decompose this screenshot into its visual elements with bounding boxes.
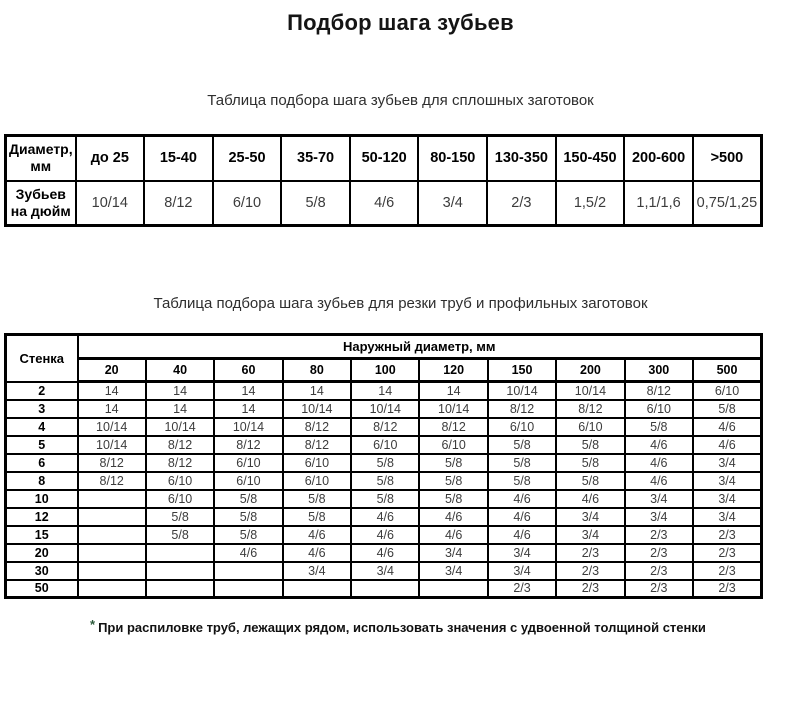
- outer-diameter-cell: 500: [693, 359, 761, 382]
- pitch-value-cell: 4/6: [351, 508, 419, 526]
- pitch-value-cell: 8/12: [625, 382, 693, 400]
- tube-table-body: [6, 335, 762, 598]
- diameter-range-cell: 15-40: [144, 136, 213, 181]
- pitch-value-cell: 5/8: [419, 490, 487, 508]
- pitch-value-cell: [146, 580, 214, 598]
- tube-profile-table: [4, 333, 763, 599]
- pitch-value-cell: 5/8: [556, 472, 624, 490]
- pitch-value-cell: 8/12: [78, 472, 146, 490]
- pitch-value-cell: 5/8: [556, 454, 624, 472]
- pitch-value-cell: 14: [78, 382, 146, 400]
- outer-diameter-cell: 300: [625, 359, 693, 382]
- outer-diameter-cell: 120: [419, 359, 487, 382]
- tube-table-row: [6, 526, 762, 544]
- diameter-range-cell: до 25: [76, 136, 145, 181]
- diameter-row-label: Диаметр, мм: [6, 136, 76, 181]
- diameter-range-cell: 35-70: [281, 136, 350, 181]
- pitch-value-cell: 3/4: [625, 490, 693, 508]
- pitch-value-cell: 2/3: [556, 580, 624, 598]
- pitch-value-cell: 14: [78, 400, 146, 418]
- pitch-value-cell: 6/10: [283, 472, 351, 490]
- pitch-value-cell: 5/8: [488, 454, 556, 472]
- pitch-value-cell: 2/3: [625, 580, 693, 598]
- pitch-value-cell: 8/12: [283, 436, 351, 454]
- outer-diameter-group-header: Наружный диаметр, мм: [78, 335, 762, 359]
- pitch-value-cell: [146, 544, 214, 562]
- tpi-value-cell: 0,75/1,25: [693, 181, 762, 226]
- tube-table-row: [6, 562, 762, 580]
- pitch-value-cell: [283, 580, 351, 598]
- pitch-value-cell: 14: [351, 382, 419, 400]
- pitch-value-cell: 4/6: [419, 508, 487, 526]
- pitch-value-cell: 4/6: [488, 526, 556, 544]
- pitch-value-cell: 4/6: [488, 508, 556, 526]
- pitch-value-cell: [419, 580, 487, 598]
- solid-table-diameter-row: [6, 136, 762, 181]
- outer-diameter-cell: 150: [488, 359, 556, 382]
- pitch-value-cell: 10/14: [419, 400, 487, 418]
- pitch-value-cell: 3/4: [556, 526, 624, 544]
- tpi-row-label: Зубьев на дюйм: [6, 181, 76, 226]
- diameter-range-cell: 25-50: [213, 136, 282, 181]
- outer-diameter-cell: 80: [283, 359, 351, 382]
- pitch-value-cell: 5/8: [214, 508, 282, 526]
- pitch-value-cell: 2/3: [488, 580, 556, 598]
- pitch-value-cell: 5/8: [625, 418, 693, 436]
- pitch-value-cell: 5/8: [419, 454, 487, 472]
- tube-table-row: [6, 418, 762, 436]
- tube-table-group-header-row: [6, 335, 762, 359]
- tpi-value-cell: 1,5/2: [556, 181, 625, 226]
- pitch-value-cell: 5/8: [419, 472, 487, 490]
- pitch-value-cell: 5/8: [351, 472, 419, 490]
- pitch-value-cell: 6/10: [146, 472, 214, 490]
- outer-diameter-cell: 20: [78, 359, 146, 382]
- pitch-value-cell: 4/6: [625, 472, 693, 490]
- pitch-value-cell: 6/10: [693, 382, 761, 400]
- pitch-value-cell: 10/14: [556, 382, 624, 400]
- wall-thickness-cell: 12: [6, 508, 78, 526]
- pitch-value-cell: 10/14: [488, 382, 556, 400]
- wall-thickness-cell: 5: [6, 436, 78, 454]
- pitch-value-cell: 8/12: [146, 436, 214, 454]
- pitch-value-cell: 2/3: [556, 562, 624, 580]
- diameter-range-cell: 130-350: [487, 136, 556, 181]
- pitch-value-cell: 2/3: [693, 544, 761, 562]
- pitch-value-cell: [214, 562, 282, 580]
- pitch-value-cell: 5/8: [146, 508, 214, 526]
- pitch-value-cell: 5/8: [351, 490, 419, 508]
- tube-table-row: [6, 580, 762, 598]
- tube-table-row: [6, 382, 762, 400]
- pitch-value-cell: 4/6: [214, 544, 282, 562]
- wall-thickness-cell: 4: [6, 418, 78, 436]
- pitch-value-cell: 5/8: [146, 526, 214, 544]
- pitch-value-cell: 14: [214, 382, 282, 400]
- pitch-value-cell: 3/4: [693, 508, 761, 526]
- pitch-value-cell: 5/8: [351, 454, 419, 472]
- pitch-value-cell: 3/4: [419, 562, 487, 580]
- tpi-value-cell: 2/3: [487, 181, 556, 226]
- wall-thickness-cell: 30: [6, 562, 78, 580]
- pitch-value-cell: 4/6: [693, 436, 761, 454]
- tpi-value-cell: 10/14: [76, 181, 145, 226]
- page: [0, 9, 801, 703]
- tube-table-row: [6, 436, 762, 454]
- pitch-value-cell: 5/8: [488, 436, 556, 454]
- outer-diameter-cell: 200: [556, 359, 624, 382]
- pitch-value-cell: 14: [283, 382, 351, 400]
- footnote-text: При распиловке труб, лежащих рядом, использовать значения с удвоенной толщиной стенки: [98, 620, 706, 635]
- pitch-value-cell: 4/6: [351, 544, 419, 562]
- tpi-value-cell: 6/10: [213, 181, 282, 226]
- pitch-value-cell: 3/4: [419, 544, 487, 562]
- pitch-value-cell: 4/6: [556, 490, 624, 508]
- pitch-value-cell: 4/6: [419, 526, 487, 544]
- pitch-value-cell: 5/8: [283, 490, 351, 508]
- tube-table-row: [6, 400, 762, 418]
- pitch-value-cell: 3/4: [693, 472, 761, 490]
- pitch-value-cell: 3/4: [283, 562, 351, 580]
- tube-table-row: [6, 490, 762, 508]
- pitch-value-cell: 6/10: [488, 418, 556, 436]
- pitch-value-cell: 14: [146, 382, 214, 400]
- pitch-value-cell: 4/6: [625, 454, 693, 472]
- pitch-value-cell: [351, 580, 419, 598]
- pitch-value-cell: 10/14: [214, 418, 282, 436]
- diameter-range-cell: 200-600: [624, 136, 693, 181]
- pitch-value-cell: 3/4: [693, 454, 761, 472]
- pitch-value-cell: 10/14: [351, 400, 419, 418]
- pitch-value-cell: [78, 508, 146, 526]
- pitch-value-cell: 6/10: [556, 418, 624, 436]
- wall-thickness-cell: 20: [6, 544, 78, 562]
- pitch-value-cell: 5/8: [556, 436, 624, 454]
- pitch-value-cell: 14: [214, 400, 282, 418]
- pitch-value-cell: [214, 580, 282, 598]
- tube-table-columns-row: [6, 359, 762, 382]
- pitch-value-cell: 8/12: [214, 436, 282, 454]
- pitch-value-cell: 5/8: [693, 400, 761, 418]
- diameter-range-cell: >500: [693, 136, 762, 181]
- pitch-value-cell: 5/8: [488, 472, 556, 490]
- pitch-value-cell: 8/12: [146, 454, 214, 472]
- pitch-value-cell: 3/4: [693, 490, 761, 508]
- tpi-value-cell: 5/8: [281, 181, 350, 226]
- pitch-value-cell: 8/12: [283, 418, 351, 436]
- outer-diameter-cell: 40: [146, 359, 214, 382]
- pitch-value-cell: [78, 580, 146, 598]
- tube-table-row: [6, 454, 762, 472]
- pitch-value-cell: 10/14: [283, 400, 351, 418]
- footnote-asterisk: *: [90, 617, 96, 632]
- tube-table-row: [6, 544, 762, 562]
- pitch-value-cell: 3/4: [625, 508, 693, 526]
- pitch-value-cell: 4/6: [283, 526, 351, 544]
- pitch-value-cell: 2/3: [693, 580, 761, 598]
- wall-thickness-cell: 8: [6, 472, 78, 490]
- pitch-value-cell: 2/3: [693, 562, 761, 580]
- pitch-value-cell: 6/10: [625, 400, 693, 418]
- pitch-value-cell: 14: [419, 382, 487, 400]
- pitch-value-cell: 5/8: [283, 508, 351, 526]
- outer-diameter-cell: 60: [214, 359, 282, 382]
- pitch-value-cell: 2/3: [625, 526, 693, 544]
- wall-thickness-cell: 6: [6, 454, 78, 472]
- pitch-value-cell: 5/8: [214, 526, 282, 544]
- solid-stock-table: [4, 134, 763, 227]
- outer-diameter-cell: 100: [351, 359, 419, 382]
- wall-thickness-cell: 2: [6, 382, 78, 400]
- tpi-value-cell: 3/4: [418, 181, 487, 226]
- tpi-value-cell: 8/12: [144, 181, 213, 226]
- pitch-value-cell: 6/10: [146, 490, 214, 508]
- tpi-value-cell: 1,1/1,6: [624, 181, 693, 226]
- wall-thickness-cell: 3: [6, 400, 78, 418]
- pitch-value-cell: 4/6: [283, 544, 351, 562]
- pitch-value-cell: 8/12: [556, 400, 624, 418]
- diameter-range-cell: 80-150: [418, 136, 487, 181]
- pitch-value-cell: 10/14: [146, 418, 214, 436]
- solid-table-tpi-row: [6, 181, 762, 226]
- pitch-value-cell: 6/10: [214, 472, 282, 490]
- tube-table-caption: Таблица подбора шага зубьев для резки труб и профильных заготовок: [153, 295, 648, 312]
- tube-table-row: [6, 472, 762, 490]
- pitch-value-cell: 8/12: [351, 418, 419, 436]
- pitch-value-cell: 6/10: [283, 454, 351, 472]
- pitch-value-cell: 6/10: [419, 436, 487, 454]
- pitch-value-cell: 4/6: [693, 418, 761, 436]
- pitch-value-cell: 3/4: [556, 508, 624, 526]
- pitch-value-cell: 2/3: [556, 544, 624, 562]
- wall-thickness-cell: 10: [6, 490, 78, 508]
- pitch-value-cell: 4/6: [351, 526, 419, 544]
- pitch-value-cell: 8/12: [419, 418, 487, 436]
- footnote: [90, 617, 801, 635]
- pitch-value-cell: 4/6: [488, 490, 556, 508]
- pitch-value-cell: 10/14: [78, 418, 146, 436]
- pitch-value-cell: 2/3: [625, 562, 693, 580]
- pitch-value-cell: 2/3: [693, 526, 761, 544]
- pitch-value-cell: 3/4: [351, 562, 419, 580]
- tpi-value-cell: 4/6: [350, 181, 419, 226]
- pitch-value-cell: [78, 544, 146, 562]
- tube-table-row: [6, 508, 762, 526]
- pitch-value-cell: 2/3: [625, 544, 693, 562]
- wall-thickness-cell: 15: [6, 526, 78, 544]
- pitch-value-cell: 3/4: [488, 562, 556, 580]
- pitch-value-cell: 6/10: [214, 454, 282, 472]
- pitch-value-cell: 14: [146, 400, 214, 418]
- diameter-range-cell: 150-450: [556, 136, 625, 181]
- pitch-value-cell: [78, 490, 146, 508]
- solid-table-caption: Таблица подбора шага зубьев для сплошных заготовок: [207, 92, 594, 109]
- pitch-value-cell: 8/12: [488, 400, 556, 418]
- pitch-value-cell: 4/6: [625, 436, 693, 454]
- wall-corner-label: Стенка: [6, 335, 78, 382]
- pitch-value-cell: 5/8: [214, 490, 282, 508]
- wall-thickness-cell: 50: [6, 580, 78, 598]
- pitch-value-cell: [78, 562, 146, 580]
- pitch-value-cell: 8/12: [78, 454, 146, 472]
- diameter-range-cell: 50-120: [350, 136, 419, 181]
- page-title: Подбор шага зубьев: [287, 10, 514, 35]
- pitch-value-cell: 10/14: [78, 436, 146, 454]
- pitch-value-cell: [78, 526, 146, 544]
- pitch-value-cell: [146, 562, 214, 580]
- pitch-value-cell: 3/4: [488, 544, 556, 562]
- pitch-value-cell: 6/10: [351, 436, 419, 454]
